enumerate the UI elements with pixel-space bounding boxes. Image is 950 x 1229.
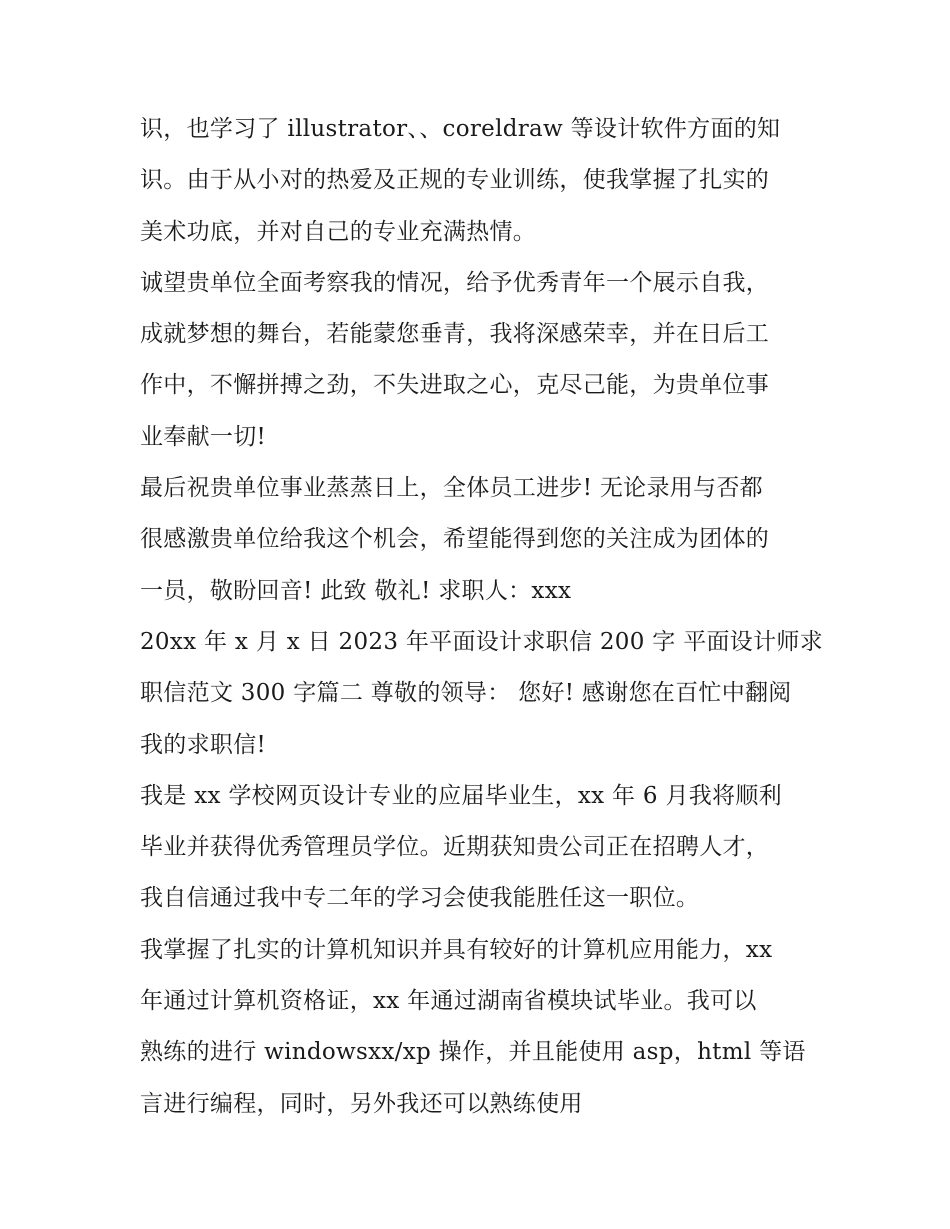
text-line: 我是 xx 学校网页设计专业的应届毕业生，xx 年 6 月我将顺利 — [140, 782, 782, 809]
text-line: 美术功底，并对自己的专业充满热情。 — [140, 218, 537, 245]
text-line: 作中，不懈拼搏之劲，不失进取之心，克尽己能，为贵单位事 — [140, 372, 770, 399]
text-line: 成就梦想的舞台，若能蒙您垂青，我将深感荣幸，并在日后工 — [140, 321, 770, 348]
text-line: 20xx 年 x 月 x 日 2023 年平面设计求职信 200 字 平面设计师求 — [140, 628, 823, 655]
text-line: 我的求职信! — [140, 731, 267, 758]
text-line: 我自信通过我中专二年的学习会使我能胜任这一职位。 — [140, 885, 700, 912]
text-line: 言进行编程，同时，另外我还可以熟练使用 — [140, 1090, 583, 1117]
document-body — [140, 104, 823, 1130]
text-line: 毕业并获得优秀管理员学位。近期获知贵公司正在招聘人才， — [140, 834, 770, 861]
text-line: 识。由于从小对的热爱及正规的专业训练，使我掌握了扎实的 — [140, 167, 770, 194]
text-line: 年通过计算机资格证，xx 年通过湖南省模块试毕业。我可以 — [140, 988, 757, 1015]
text-line: 一员，敬盼回音! 此致 敬礼! 求职人：xxx — [140, 577, 572, 604]
text-line: 熟练的进行 windowsxx/xp 操作，并且能使用 asp，html 等语 — [140, 1039, 806, 1066]
text-line: 最后祝贵单位事业蒸蒸日上，全体员工进步! 无论录用与否都 — [140, 475, 763, 502]
text-line: 很感激贵单位给我这个机会，希望能得到您的关注成为团体的 — [140, 526, 770, 553]
text-line: 我掌握了扎实的计算机知识并具有较好的计算机应用能力，xx — [140, 936, 773, 963]
text-line: 识，也学习了 illustrator、、coreldraw 等设计软件方面的知 — [140, 116, 781, 142]
text-line: 职信范文 300 字篇二 尊敬的领导： 您好! 感谢您在百忙中翻阅 — [140, 680, 792, 707]
text-line: 诚望贵单位全面考察我的情况，给予优秀青年一个展示自我， — [140, 269, 770, 296]
text-line: 业奉献一切! — [140, 423, 267, 450]
